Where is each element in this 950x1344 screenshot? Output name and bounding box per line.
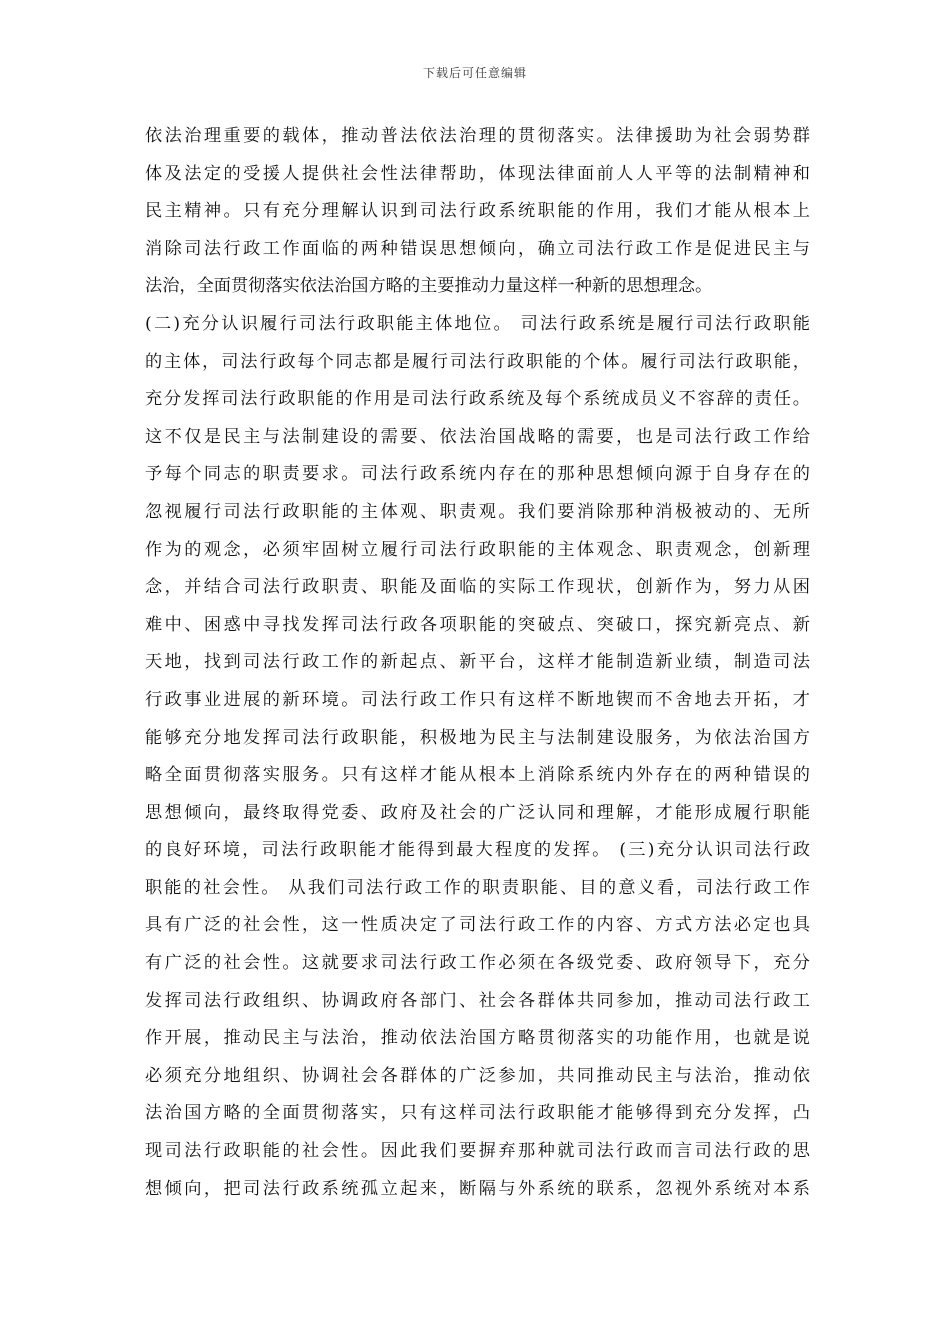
text-line: 作为的观念，必须牢固树立履行司法行政职能的主体观念、职责观念，创新理: [145, 539, 810, 560]
text-line: 难中、困惑中寻找发挥司法行政各项职能的突破点、突破口，探究新亮点、新: [145, 614, 810, 635]
text-line: 略全面贯彻落实服务。只有这样才能从根本上消除系统内外存在的两种错误的: [145, 765, 810, 786]
text-line: 行政事业进展的新环境。司法行政工作只有这样不断地锲而不舍地去开拓，才: [145, 689, 810, 710]
text-line: 现司法行政职能的社会性。因此我们要摒弃那种就司法行政而言司法行政的思: [145, 1141, 810, 1162]
text-line: 有广泛的社会性。这就要求司法行政工作必须在各级党委、政府领导下，充分: [145, 953, 810, 974]
document-body: [145, 118, 810, 1208]
text-line: 法治，全面贯彻落实依法治国方略的主要推动力量这样一种新的思想理念。: [145, 276, 713, 297]
text-line: 念，并结合司法行政职责、职能及面临的实际工作现状，创新作为，努力从困: [145, 577, 810, 598]
text-line: 思想倾向，最终取得党委、政府及社会的广泛认同和理解，才能形成履行职能: [145, 802, 810, 823]
text-line: 作开展，推动民主与法治，推动依法治国方略贯彻落实的功能作用，也就是说: [145, 1028, 810, 1049]
text-line: 的良好环境，司法行政职能才能得到最大程度的发挥。 (三)充分认识司法行政: [145, 840, 810, 861]
text-line: 体及法定的受援人提供社会性法律帮助，体现法律面前人人平等的法制精神和: [145, 163, 810, 184]
text-line: 具有广泛的社会性，这一性质决定了司法行政工作的内容、方式方法必定也具: [145, 915, 810, 936]
text-line: 职能的社会性。 从我们司法行政工作的职责职能、目的意义看，司法行政工作: [145, 877, 810, 898]
text-line: 必须充分地组织、协调社会各群体的广泛参加，共同推动民主与法治，推动依: [145, 1065, 810, 1086]
text-line: 法治国方略的全面贯彻落实，只有这样司法行政职能才能够得到充分发挥，凸: [145, 1103, 810, 1124]
text-line: 能够充分地发挥司法行政职能，积极地为民主与法制建设服务，为依法治国方: [145, 727, 810, 748]
text-line: 想倾向，把司法行政系统孤立起来，断隔与外系统的联系，忽视外系统对本系: [145, 1178, 810, 1199]
page-header-note: 下载后可任意编辑: [422, 66, 527, 80]
text-line: 依法治理重要的载体，推动普法依法治理的贯彻落实。法律援助为社会弱势群: [145, 126, 810, 146]
text-line: 予每个同志的职责要求。司法行政系统内存在的那种思想倾向源于自身存在的: [145, 464, 810, 485]
text-line: 消除司法行政工作面临的两种错误思想倾向，确立司法行政工作是促进民主与: [145, 238, 810, 259]
text-line: 忽视履行司法行政职能的主体观、职责观。我们要消除那种消极被动的、无所: [145, 501, 810, 522]
text-line: 发挥司法行政组织、协调政府各部门、社会各群体共同参加，推动司法行政工: [145, 990, 810, 1011]
text-line: (二)充分认识履行司法行政职能主体地位。 司法行政系统是履行司法行政职能: [145, 313, 810, 334]
text-line: 的主体，司法行政每个同志都是履行司法行政职能的个体。履行司法行政职能，: [145, 351, 810, 372]
text-line: 充分发挥司法行政职能的作用是司法行政系统及每个系统成员义不容辞的责任。: [145, 389, 810, 410]
text-line: 民主精神。只有充分理解认识到司法行政系统职能的作用，我们才能从根本上: [145, 201, 810, 222]
text-line: 天地，找到司法行政工作的新起点、新平台，这样才能制造新业绩，制造司法: [145, 652, 810, 673]
text-line: 这不仅是民主与法制建设的需要、依法治国战略的需要，也是司法行政工作给: [145, 426, 810, 447]
